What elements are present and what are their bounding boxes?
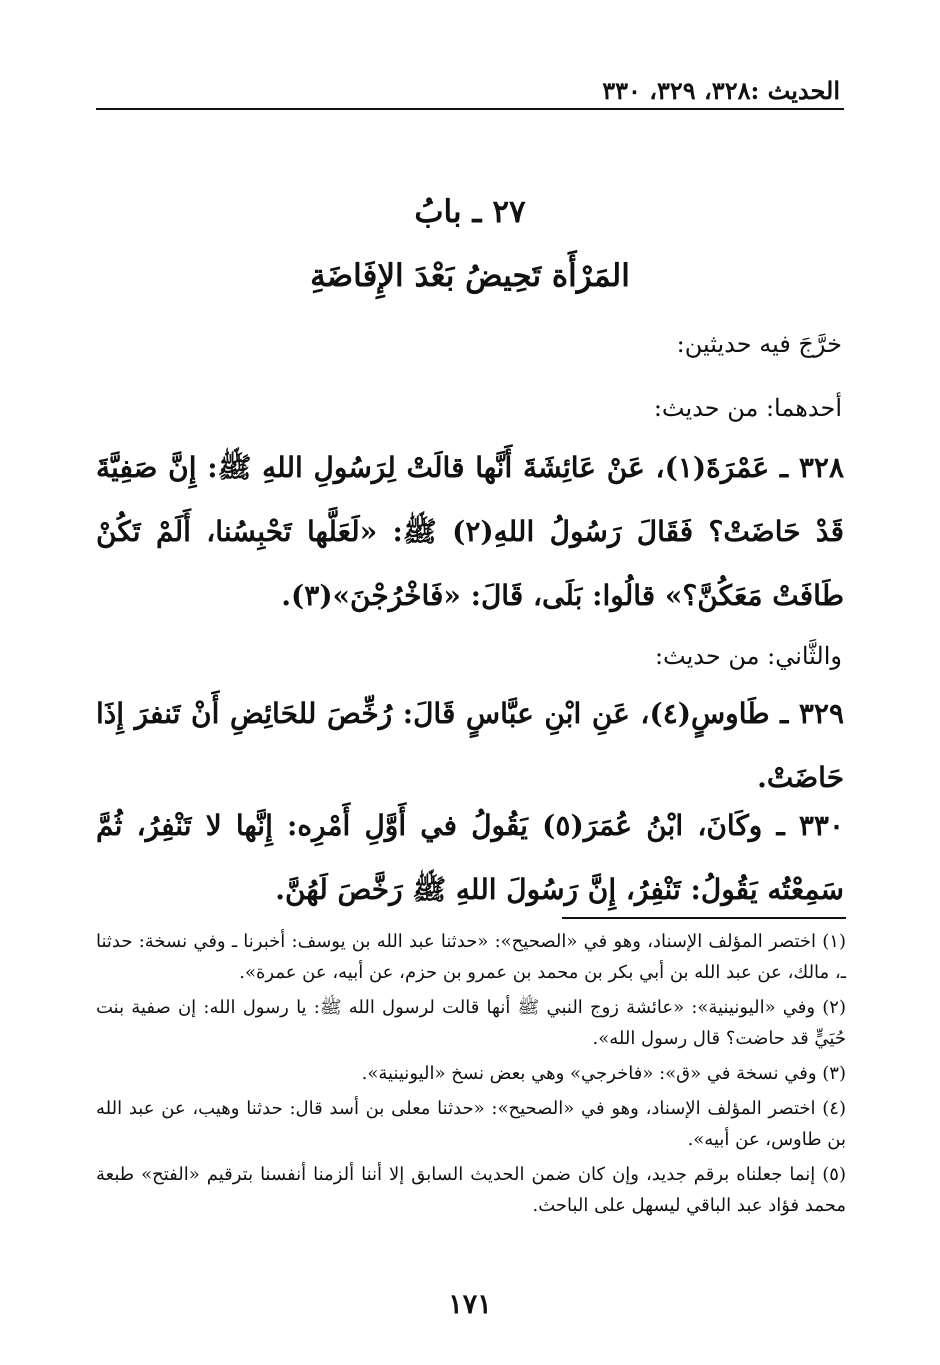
first-hadith-intro: أحدهما: من حديث: <box>653 394 842 422</box>
hadith-329: ٣٢٩ ـ طَاوسٍ(٤)، عَنِ ابْنِ عبَّاسٍ قَالَ: رُخِّصَ للحَائِضِ أَنْ تَنفرَ إِذَا حَاضَتْ. <box>96 697 844 794</box>
header-rule <box>96 108 844 110</box>
second-hadith-intro: والثَّاني: من حديث: <box>654 642 842 670</box>
hadith-328: ٣٢٨ ـ عَمْرَةَ(١)، عَنْ عَائِشَةَ أَنَّها قالَتْ لِرَسُولِ اللهِ ﷺ: إِنَّ صَفِيَّةَ قَدْ حَاضَتْ؟ فَقَالَ رَسُولُ اللهِ(٢) ﷺ: «لَعَلَّها تَحْبِسُنا، أَلَمْ تَكُنْ طَافَتْ مَعَكُنَّ؟» قالُوا: بَلَى، قَالَ: «فَاخْرُجْنَ»(٣). <box>96 451 844 612</box>
footnote-rule <box>562 917 846 919</box>
footnote-4: (٤) اختصر المؤلف الإسناد، وهو في «الصحيح»: «حدثنا معلى بن أسد قال: حدثنا وهيب، عن عبد الله بن طاوس، عن أبيه». <box>96 1098 846 1150</box>
hadith-330: ٣٣٠ ـ وكَانَ، ابْنُ عُمَرَ(٥) يَقُولُ في أَوَّلِ أَمْرِه: إِنَّها لا تَنْفِرُ، ثُمَّ سَمِعْتُه يَقُولُ: تَنْفِرُ، إِنَّ رَسُولَ اللهِ ﷺ رَخَّصَ لَهُنَّ. <box>96 809 845 906</box>
footnote-2: (٢) وفي «اليونينية»: «عائشة زوج النبي ﷺ أنها قالت لرسول الله ﷺ: يا رسول الله: إن صفية بنت حُيَيٍّ قد حاضت؟ قال رسول الله». <box>96 997 846 1049</box>
footnotes <box>96 926 846 1225</box>
chapter-subtitle: المَرْأَة تَحِيضُ بَعْدَ الإِفَاضَةِ <box>310 258 630 294</box>
running-head: الحديث :٣٢٨، ٣٢٩، ٣٣٠ <box>602 76 840 105</box>
footnote-3: (٣) وفي نسخة في «ق»: «فاخرجي» وهي بعض نسخ «اليونينية». <box>361 1063 846 1084</box>
chapter-title: ٢٧ ـ بابُ <box>414 194 526 230</box>
footnote-1: (١) اختصر المؤلف الإسناد، وهو في «الصحيح»: «حدثنا عبد الله بن يوسف: أخبرنا ـ وفي نسخة: حدثنا ـ، مالك، عن عبد الله بن أبي بكر بن محمد بن عمرو بن حزم، عن أبيه، عن عمرة». <box>96 931 846 983</box>
footnote-5: (٥) إنما جعلناه برقم جديد، وإن كان ضمن الحديث السابق إلا أننا ألزمنا أنفسنا بترقيم «الفتح» طبعة محمد فؤاد عبد الباقي ليسهل على الباحث. <box>96 1164 846 1216</box>
page-number: ١٧١ <box>448 1289 492 1320</box>
intro-line: خرَّجَ فيه حديثين: <box>676 330 842 358</box>
